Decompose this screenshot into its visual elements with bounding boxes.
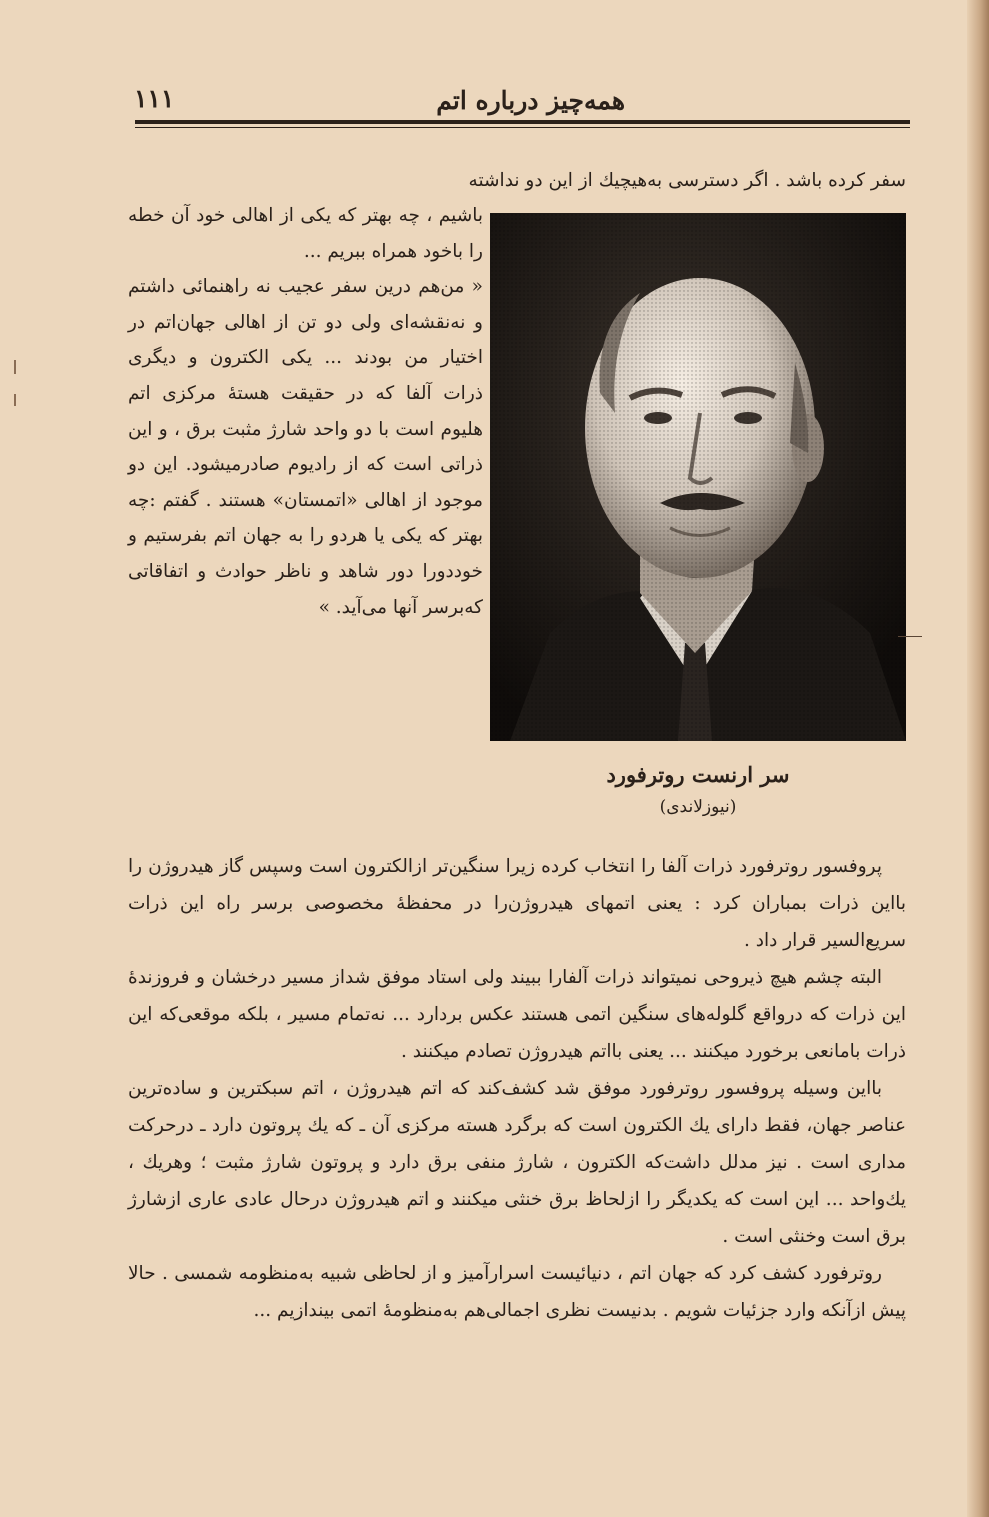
portrait-illustration: [490, 213, 906, 741]
photo-caption-name: سر ارنست روترفورد: [606, 762, 790, 787]
header-rule-thin: [135, 127, 910, 128]
page-number: ۱۱۱: [134, 84, 175, 113]
side-column-text: [128, 198, 483, 625]
side-paragraph: باشیم ، چه بهتر که یکی از اهالی خود آن خطه را باخود همراه ببریم ...: [128, 205, 483, 262]
page-edge-shadow: [967, 0, 989, 1517]
running-title: همه‌چیز درباره اتم: [436, 86, 625, 115]
body-paragraph: البته چشم هیچ ذیروحی نمیتواند ذرات آلفارا ببیند ولی استاد موفق شداز مسیر درخشان و فروزندهٔ این ذرات که درواقع گلوله‌های سنگین اتمی هستند عکس بردارد ... نه‌تمام مسیر ، بلکه موقعی‌که این ذرات بامانعی برخورد میکنند ... یعنی بااتم هیدروژن تصادم میکنند .: [128, 967, 906, 1062]
photo-edge-line: [898, 636, 922, 637]
portrait-photo: [490, 213, 906, 741]
side-paragraph: « من‌هم درین سفر عجیب نه راهنمائی داشتم و نه‌نقشه‌ای ولی دو تن از اهالی جهان‌اتم در اختیار من بودند ... یکی الکترون و دیگری ذرات آلفا که در حقیقت هستهٔ مرکزی اتم هلیوم است با دو واحد شارژ مثبت برق ، و این ذراتی است که از رادیوم صادرمیشود. این دو موجود از اهالی «اتمستان» هستند . گفتم :چه بهتر که یکی یا هردو را به جهان اتم بفرستیم و خوددورا دور شاهد و ناظر حوادث و اتفاقاتی که‌برسر آنها می‌آید. »: [128, 276, 483, 618]
header-rule: [135, 120, 910, 124]
body-paragraph: بااین وسیله پروفسور روترفورد موفق شد کشف‌کند که اتم هیدروژن ، اتم سبکترین و ساده‌ترین عناصر جهان، فقط دارای یك الکترون است که برگرد هسته مرکزی آن ـ که یك پروتون دارد ـ درحرکت مداری است . نیز مدلل داشت‌که الکترون ، شارژ منفی برق دارد و پروتون شارژ مثبت ؛ وهریك ، یك‌واحد ... این است که یکدیگر را ازلحاظ برق خنثی میکنند و اتم هیدروژن درحال عادی عاری ازشارژ برق است وخنثی است .: [128, 1078, 906, 1247]
main-body-text: [128, 848, 906, 1329]
running-header: [130, 80, 910, 132]
margin-marks: [10, 360, 22, 410]
photo-caption-country: (نیوزلاندی): [659, 797, 737, 817]
body-paragraph: پروفسور روترفورد ذرات آلفا را انتخاب کرده زیرا سنگین‌تر ازالکترون است وسپس گاز هیدروژن را بااین ذرات بمباران کرد : یعنی اتمهای هیدروژن‌را در محفظهٔ مخصوصی برسر راه این ذرات سریع‌السیر قرار داد .: [128, 856, 906, 951]
opening-line: سفر کرده باشد . اگر دسترسی به‌هیچیك از این دو نداشته: [468, 170, 906, 191]
body-paragraph: روترفورد کشف کرد که جهان اتم ، دنیائیست اسرارآمیز و از لحاظی شبیه به‌منظومه شمسی . حالا پیش ازآنکه وارد جزئیات شویم . بدنیست نظری اجمالی‌هم به‌منظومهٔ اتمی بیندازیم ...: [128, 1263, 906, 1321]
